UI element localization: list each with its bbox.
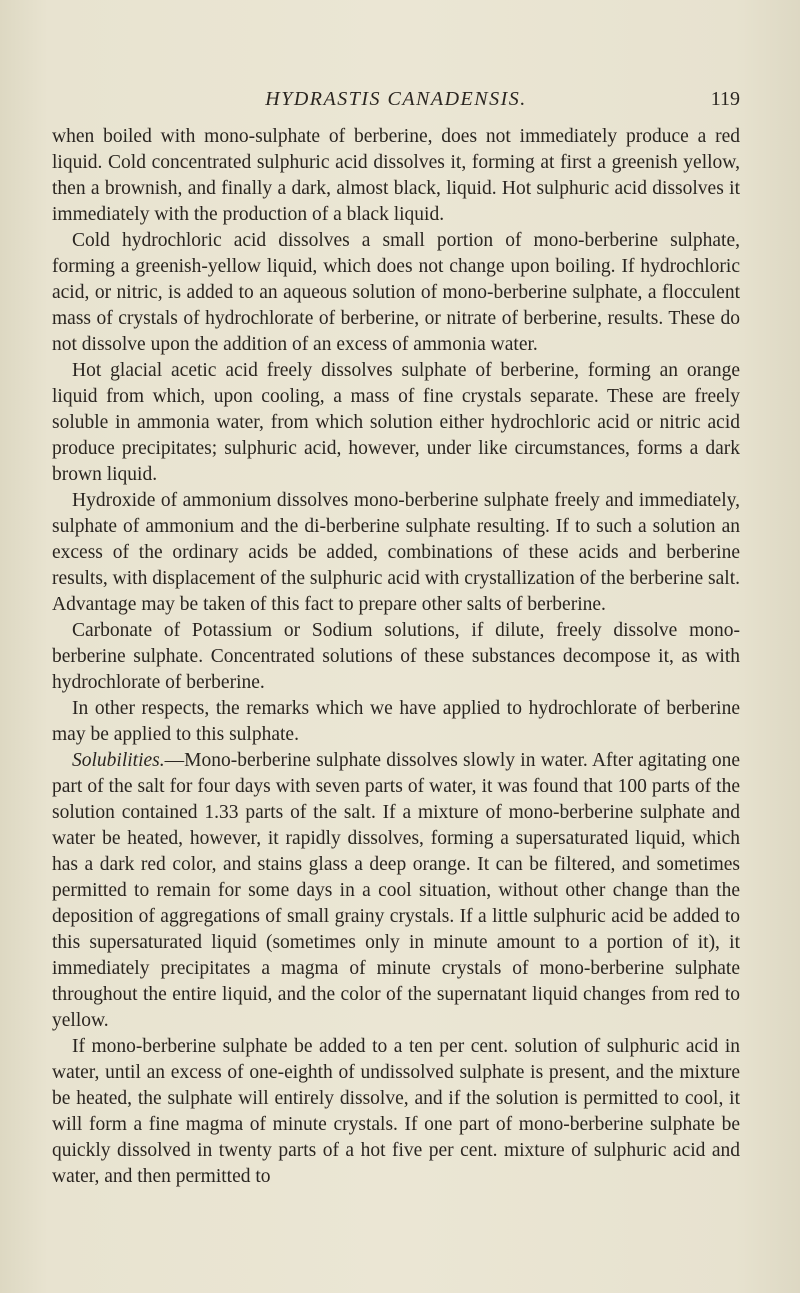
paragraph: [52, 228, 740, 358]
section-runin-heading: Solubilities.: [72, 750, 165, 771]
paragraph-text: Hot glacial acetic acid freely dissolves sulphate of berberine, forming an orange liquid from which, upon cooling, a mass of fine crystals separate. These are freely soluble in ammonia water, from which solution either hydrochloric acid or nitric acid produce precipitates; sulphuric acid, however, under like circumstances, forms a dark brown liquid.: [52, 360, 740, 485]
paragraph: [52, 748, 740, 1034]
page-header: [52, 88, 740, 112]
paragraph: [52, 358, 740, 488]
paragraph: [52, 618, 740, 696]
paragraph-text: Hydroxide of ammonium dissolves mono-berberine sulphate freely and immediately, sulphate of ammonium and the di-berberine sulphate resulting. If to such a solution an excess of the ordinary acids be added, combinations of these acids and berberine results, with displacement of the sulphuric acid with crystallization of the berberine salt. Advantage may be taken of this fact to prepare other salts of berberine.: [52, 490, 740, 615]
paragraph-text: Carbonate of Potassium or Sodium solutions, if dilute, freely dissolve mono-berberine sulphate. Concentrated solutions of these substances decompose it, as with hydrochlorate of berberine.: [52, 620, 740, 693]
paragraph-text: when boiled with mono-sulphate of berberine, does not immediately produce a red liquid. Cold concentrated sulphuric acid dissolves it, forming at first a greenish yellow, then a brownish, and finally a dark, almost black, liquid. Hot sulphuric acid dissolves it immediately with the production of a black liquid.: [52, 126, 740, 225]
paragraph-text: In other respects, the remarks which we have applied to hydrochlorate of berberine may be applied to this sulphate.: [52, 698, 740, 745]
paragraph-text: Cold hydrochloric acid dissolves a small portion of mono-berberine sulphate, forming a greenish-yellow liquid, which does not change upon boiling. If hydrochloric acid, or nitric, is added to an aqueous solution of mono-berberine sulphate, a flocculent mass of crystals of hydrochlorate of berberine, or nitrate of berberine, results. These do not dissolve upon the addition of an excess of ammonia water.: [52, 230, 740, 355]
paragraph: [52, 696, 740, 748]
body-text: [52, 124, 740, 1190]
paragraph-text: —Mono-berberine sulphate dissolves slowly in water. After agitating one part of the salt for four days with seven parts of water, it was found that 100 parts of the solution contained 1.33 parts of the salt. If a mixture of mono-berberine sulphate and water be heated, however, it rapidly dissolves, forming a supersaturated liquid, which has a dark red color, and stains glass a deep orange. It can be filtered, and sometimes permitted to remain for some days in a cool situation, without other change than the deposition of aggregations of small grainy crystals. If a little sulphuric acid be added to this supersaturated liquid (sometimes only in minute amount to a portion of it), it immediately precipitates a magma of minute crystals of mono-berberine sulphate throughout the entire liquid, and the color of the supernatant liquid changes from red to yellow.: [52, 750, 740, 1031]
paragraph-text: If mono-berberine sulphate be added to a ten per cent. solution of sulphuric acid in water, until an excess of one-eighth of undissolved sulphate is present, and the mixture be heated, the sulphate will entirely dissolve, and if the solution is permitted to cool, it will form a fine magma of minute crystals. If one part of mono-berberine sulphate be quickly dissolved in twenty parts of a hot five per cent. mixture of sulphuric acid and water, and then permitted to: [52, 1036, 740, 1187]
running-title: HYDRASTIS CANADENSIS.: [265, 88, 527, 110]
paragraph: [52, 1034, 740, 1190]
paragraph: [52, 124, 740, 228]
paragraph: [52, 488, 740, 618]
page-number: 119: [710, 88, 740, 110]
